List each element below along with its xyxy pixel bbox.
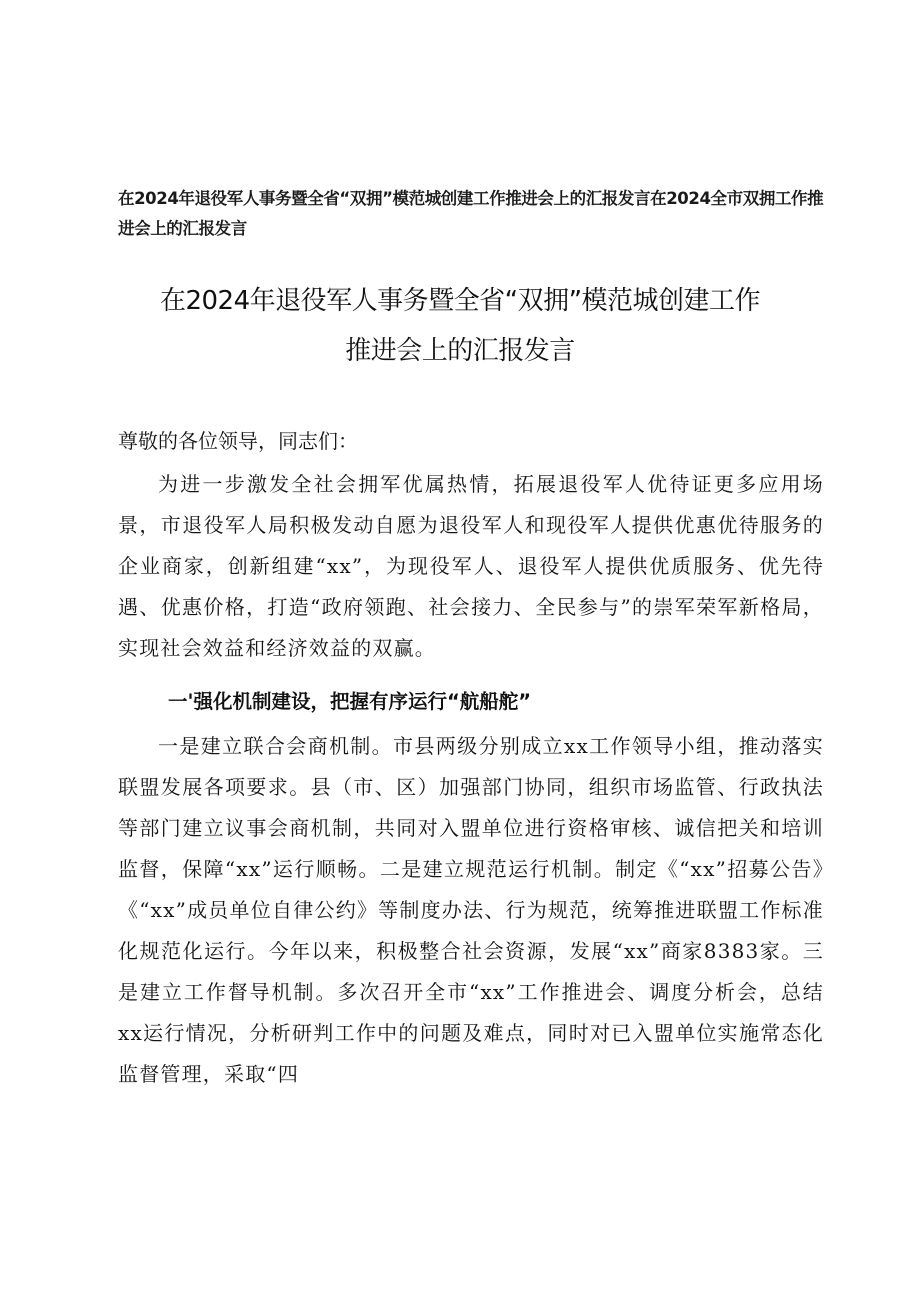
document-title	[100, 276, 820, 376]
title-line-2: 推进会上的汇报发言	[345, 336, 575, 366]
title-line-1: 在2024年退役军人事务暨全省“双拥”模范城创建工作	[159, 286, 761, 316]
paragraph-mechanism: 一是建立联合会商机制。市县两级分别成立xx工作领导小组，推动落实联盟发展各项要求。县（市、区）加强部门协同，组织市场监管、行政执法等部门建立议事会商机制，共同对入盟单位进行资格审核、诚信把关和培训监督，保障“xx”运行顺畅。二是建立规范运行机制。制定《“xx”招募公告》《“xx”成员单位自律公约》等制度办法、行为规范，统筹推进联盟工作标准化规范化运行。今年以来，积极整合社会资源，发展“xx”商家8383家。三是建立工作督导机制。多次召开全市“xx”工作推进会、调度分析会，总结xx运行情况，分析研判工作中的问题及难点，同时对已入盟单位实施常态化监督管理，采取“四	[118, 734, 824, 1086]
document-header-note: 在2024年退役军人事务暨全省“双拥”模范城创建工作推进会上的汇报发言在2024全市双拥工作推进会上的汇报发言	[118, 189, 824, 238]
section-heading-1: 一'强化机制建设，把握有序运行“航船舵”	[168, 690, 532, 713]
salutation: 尊敬的各位领导，同志们：	[118, 429, 358, 453]
paragraph-intro: 为进一步激发全社会拥军优属热情，拓展退役军人优待证更多应用场景，市退役军人局积极发动自愿为退役军人和现役军人提供优惠优待服务的企业商家，创新组建“xx”，为现役军人、退役军人提供优质服务、优先待遇、优惠价格，打造“政府领跑、社会接力、全民参与”的崇军荣军新格局，实现社会效益和经济效益的双赢。	[118, 472, 824, 660]
